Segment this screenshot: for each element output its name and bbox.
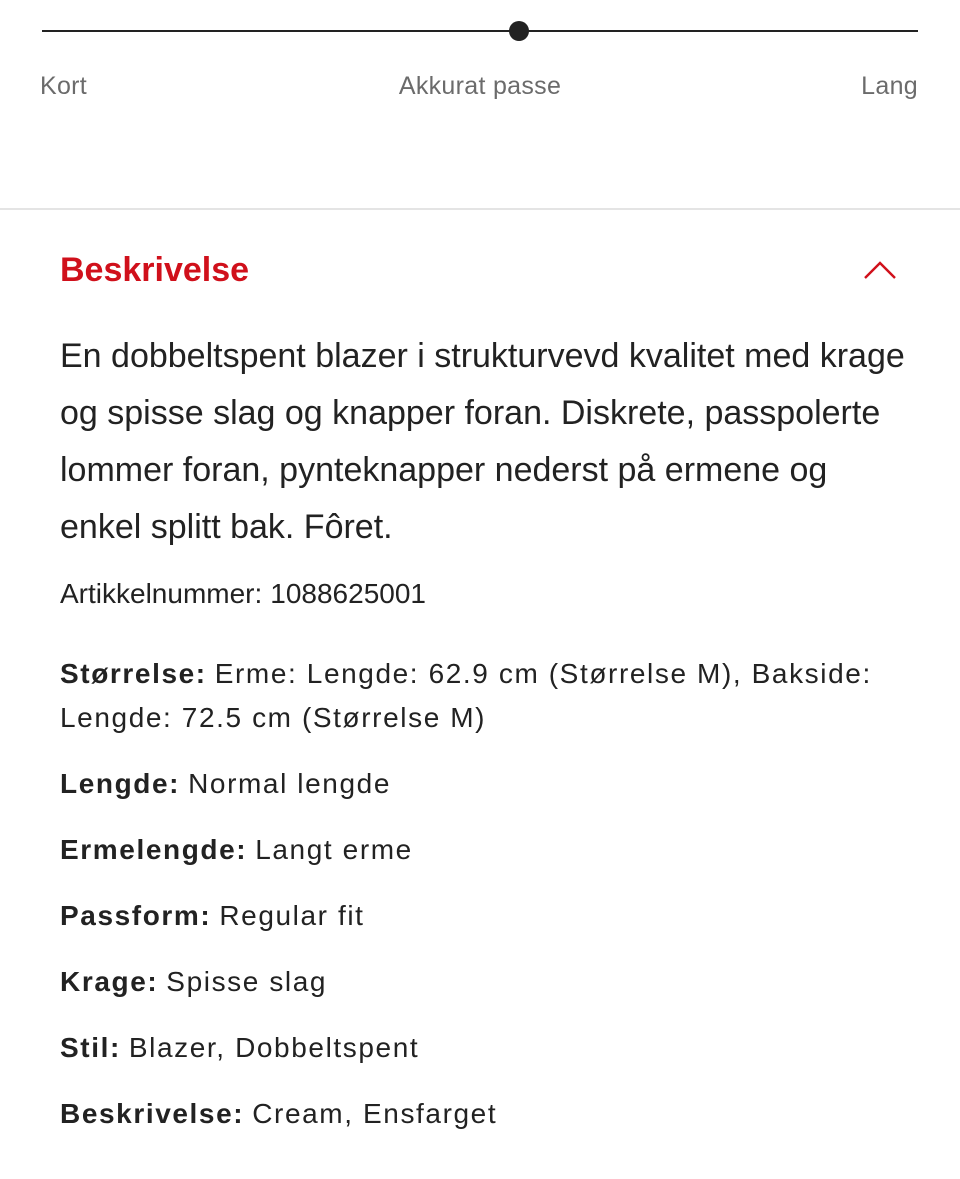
spec-fit bbox=[60, 894, 910, 938]
article-number-value: 1088625001 bbox=[270, 578, 426, 609]
product-description: En dobbeltspent blazer i strukturvevd kvalitet med krage og spisse slag og knapper foran. Diskrete, passpolerte lommer foran, pynteknapper nederst på ermene og enkel splitt bak. Fôret. bbox=[60, 337, 905, 546]
fit-slider bbox=[0, 0, 960, 140]
fit-label-just-right: Akkurat passe bbox=[398, 72, 562, 100]
chevron-up-icon[interactable] bbox=[860, 250, 900, 290]
description-accordion-header[interactable] bbox=[60, 240, 900, 300]
accordion-title: Beskrivelse bbox=[60, 250, 250, 289]
spec-label: Krage: bbox=[60, 966, 159, 997]
description-content bbox=[60, 328, 910, 1158]
fit-slider-thumb[interactable] bbox=[509, 21, 529, 41]
section-divider bbox=[0, 208, 960, 210]
article-number bbox=[60, 578, 910, 610]
spec-length bbox=[60, 762, 910, 806]
spec-value: Regular fit bbox=[219, 900, 365, 931]
spec-label: Stil: bbox=[60, 1032, 121, 1063]
fit-slider-track[interactable] bbox=[42, 30, 918, 32]
spec-label: Passform: bbox=[60, 900, 212, 931]
spec-value: Langt erme bbox=[255, 834, 413, 865]
spec-label: Lengde: bbox=[60, 768, 181, 799]
spec-style bbox=[60, 1026, 910, 1070]
spec-label: Beskrivelse: bbox=[60, 1098, 245, 1129]
article-number-label: Artikkelnummer: bbox=[60, 578, 263, 609]
spec-description bbox=[60, 1092, 910, 1136]
spec-label: Størrelse: bbox=[60, 658, 207, 689]
spec-value: Cream, Ensfarget bbox=[252, 1098, 498, 1129]
fit-label-short: Kort bbox=[40, 72, 88, 100]
fit-label-long: Lang bbox=[861, 72, 918, 100]
spec-label: Ermelengde: bbox=[60, 834, 248, 865]
spec-value: Erme: Lengde: 62.9 cm (Størrelse M), Bakside: Lengde: 72.5 cm (Størrelse M) bbox=[60, 658, 872, 733]
spec-value: Blazer, Dobbeltspent bbox=[128, 1032, 420, 1063]
spec-value: Normal lengde bbox=[188, 768, 391, 799]
spec-sleeve-length bbox=[60, 828, 910, 872]
spec-size bbox=[60, 652, 910, 740]
product-specs bbox=[60, 652, 910, 1136]
spec-collar bbox=[60, 960, 910, 1004]
spec-value: Spisse slag bbox=[166, 966, 328, 997]
